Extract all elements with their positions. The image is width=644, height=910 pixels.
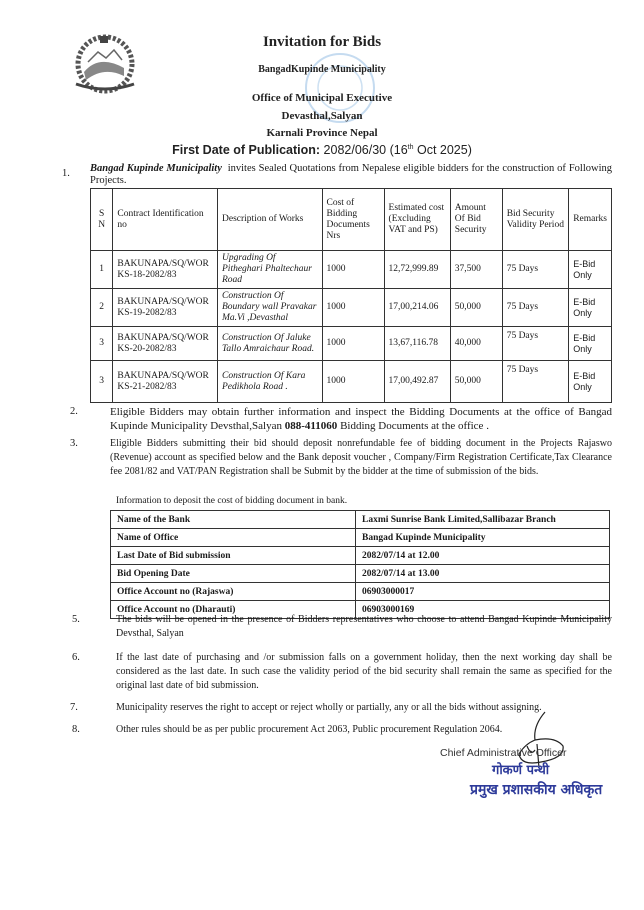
cell-contract: BAKUNAPA/SQ/WORKS-20-2082/83 [113, 327, 218, 361]
cell-estimated: 17,00,214.06 [384, 289, 450, 327]
item-2-body: Eligible Bidders may obtain further information and inspect the Bidding Documents at the office of Bangad Kupinde Municipality Devsthal,Salyan [110, 406, 612, 432]
table-row [91, 251, 612, 289]
publication-date-value [324, 143, 472, 157]
cell-validity: 75 Days [502, 289, 569, 327]
publication-date [0, 143, 644, 157]
publication-date-sup: th [407, 143, 414, 151]
publication-date-end: Oct 2025) [413, 143, 472, 157]
header-sn: S N [91, 189, 113, 251]
item-2-phone: 088-411060 [284, 420, 338, 432]
cell-remarks: E-Bid Only [569, 289, 612, 327]
bank-value: 06903000017 [356, 583, 610, 601]
cell-security: 50,000 [450, 361, 502, 403]
cell-cost-doc: 1000 [322, 289, 384, 327]
table-row [91, 361, 612, 403]
publication-date-text: 2082/06/30 (16 [323, 143, 408, 157]
cell-description: Upgrading Of Pitheghari Phaltechaur Road [218, 251, 323, 289]
item-1-text [90, 163, 612, 187]
header-cost-doc: Cost of Bidding Documents Nrs [322, 189, 384, 251]
cell-estimated: 12,72,999.89 [384, 251, 450, 289]
cell-sn: 1 [91, 251, 113, 289]
item-5-number: 5. [72, 614, 80, 625]
cell-security: 50,000 [450, 289, 502, 327]
office-location: Devasthal,Salyan [281, 110, 363, 122]
bank-label: Last Date of Bid submission [111, 547, 356, 565]
cell-security: 37,500 [450, 251, 502, 289]
cell-security: 40,000 [450, 327, 502, 361]
cell-cost-doc: 1000 [322, 327, 384, 361]
table-row [111, 529, 610, 547]
table-row [91, 289, 612, 327]
projects-table-header [91, 189, 612, 251]
province-name: Karnali Province Nepal [266, 127, 378, 139]
table-row [111, 583, 610, 601]
cell-cost-doc: 1000 [322, 251, 384, 289]
cell-estimated: 17,00,492.87 [384, 361, 450, 403]
cell-estimated: 13,67,116.78 [384, 327, 450, 361]
cell-sn: 3 [91, 361, 113, 403]
bank-label: Name of the Bank [111, 511, 356, 529]
cell-description: Construction Of Boundary wall Pravakar Ma.Vi ,Devasthal [218, 289, 323, 327]
header-estimated: Estimated cost (Excluding VAT and PS) [384, 189, 450, 251]
item-5-text: The bids will be opened in the presence of Bidders representatives who choose to attend Bangad Kupinde Municipality Devsthal, Salyan [116, 614, 612, 639]
cell-remarks: E-Bid Only [569, 251, 612, 289]
item-2-text [110, 405, 612, 433]
table-row [111, 547, 610, 565]
publication-label: First Date of Publication: [172, 143, 321, 157]
item-3-number: 3. [70, 438, 78, 449]
municipality-name: BangadKupinde Municipality [258, 64, 386, 75]
signatory-title: Chief Administrative Officer [440, 747, 567, 759]
cell-validity: 75 Days [502, 327, 569, 361]
projects-table [90, 188, 612, 403]
bank-info-caption: Information to deposit the cost of bidding document in bank. [116, 496, 348, 506]
bank-value: Laxmi Sunrise Bank Limited,Sallibazar Branch [356, 511, 610, 529]
header-security: Amount Of Bid Security [450, 189, 502, 251]
signatory-title-nepali: प्रमुख प्रशासकीय अधिकृत [470, 782, 603, 798]
bank-info-table [110, 510, 610, 619]
cell-contract: BAKUNAPA/SQ/WORKS-21-2082/83 [113, 361, 218, 403]
cell-sn: 3 [91, 327, 113, 361]
table-row [111, 511, 610, 529]
item-7-text: Municipality reserves the right to accept or reject wholly or partially, any or all the bids without assigning. [116, 702, 542, 713]
item-8-number: 8. [72, 724, 80, 735]
table-row [111, 565, 610, 583]
item-1-body: invites Sealed Quotations from Nepalese eligible bidders for the construction of Following Projects. [90, 163, 612, 186]
bank-value: 06903000169 [356, 601, 610, 619]
header-description: Description of Works [218, 189, 323, 251]
cell-remarks: E-Bid Only [569, 361, 612, 403]
header-validity: Bid Security Validity Period [502, 189, 569, 251]
header-remarks: Remarks [569, 189, 612, 251]
item-8-text: Other rules should be as per public procurement Act 2063, Public procurement Regulation 2064. [116, 724, 503, 735]
cell-validity: 75 Days [502, 361, 569, 403]
bank-value: Bangad Kupinde Municipality [356, 529, 610, 547]
cell-description: Construction Of Jaluke Tallo Amraichaur Road. [218, 327, 323, 361]
cell-sn: 2 [91, 289, 113, 327]
item-6-number: 6. [72, 652, 80, 663]
item-1-lead: Bangad Kupinde Municipality [90, 163, 222, 174]
item-2-number: 2. [70, 406, 78, 417]
document-title: Invitation for Bids [262, 34, 382, 50]
signatory-name-nepali: गोकर्ण पन्थी [492, 763, 550, 778]
bank-label: Office Account no (Dharauti) [111, 601, 356, 619]
bank-value: 2082/07/14 at 12.00 [356, 547, 610, 565]
item-3-text: Eligible Bidders submitting their bid should deposit nonrefundable fee of bidding document in the Projects Rajaswo (Revenue) account as specified below and the Bank deposit voucher , Company/Firm Registration Certificate,Tax Clearance fee 2081/82 and VAT/PAN Registration shall be Submit by the bidder at the time of submission of the bids. [110, 438, 612, 477]
bank-value: 2082/07/14 at 13.00 [356, 565, 610, 583]
cell-description: Construction Of Kara Pedikhola Road . [218, 361, 323, 403]
cell-contract: BAKUNAPA/SQ/WORKS-19-2082/83 [113, 289, 218, 327]
item-1-number: 1. [62, 168, 70, 179]
item-2-body-end: Bidding Documents at the office . [337, 420, 489, 432]
cell-remarks: E-Bid Only [569, 327, 612, 361]
bank-label: Bid Opening Date [111, 565, 356, 583]
bank-label: Name of Office [111, 529, 356, 547]
cell-contract: BAKUNAPA/SQ/WORKS-18-2082/83 [113, 251, 218, 289]
item-7-number: 7. [70, 702, 78, 713]
bank-label: Office Account no (Rajaswa) [111, 583, 356, 601]
cell-cost-doc: 1000 [322, 361, 384, 403]
header-contract: Contract Identification no [113, 189, 218, 251]
office-name: Office of Municipal Executive [251, 92, 393, 104]
cell-validity: 75 Days [502, 251, 569, 289]
item-6-text: If the last date of purchasing and /or submission falls on a government holiday, then the next working day shall be considered as the last date. In such case the validity period of the bid security shall remain the same as specified for the original last date of bid submission. [116, 652, 612, 691]
table-row [91, 327, 612, 361]
